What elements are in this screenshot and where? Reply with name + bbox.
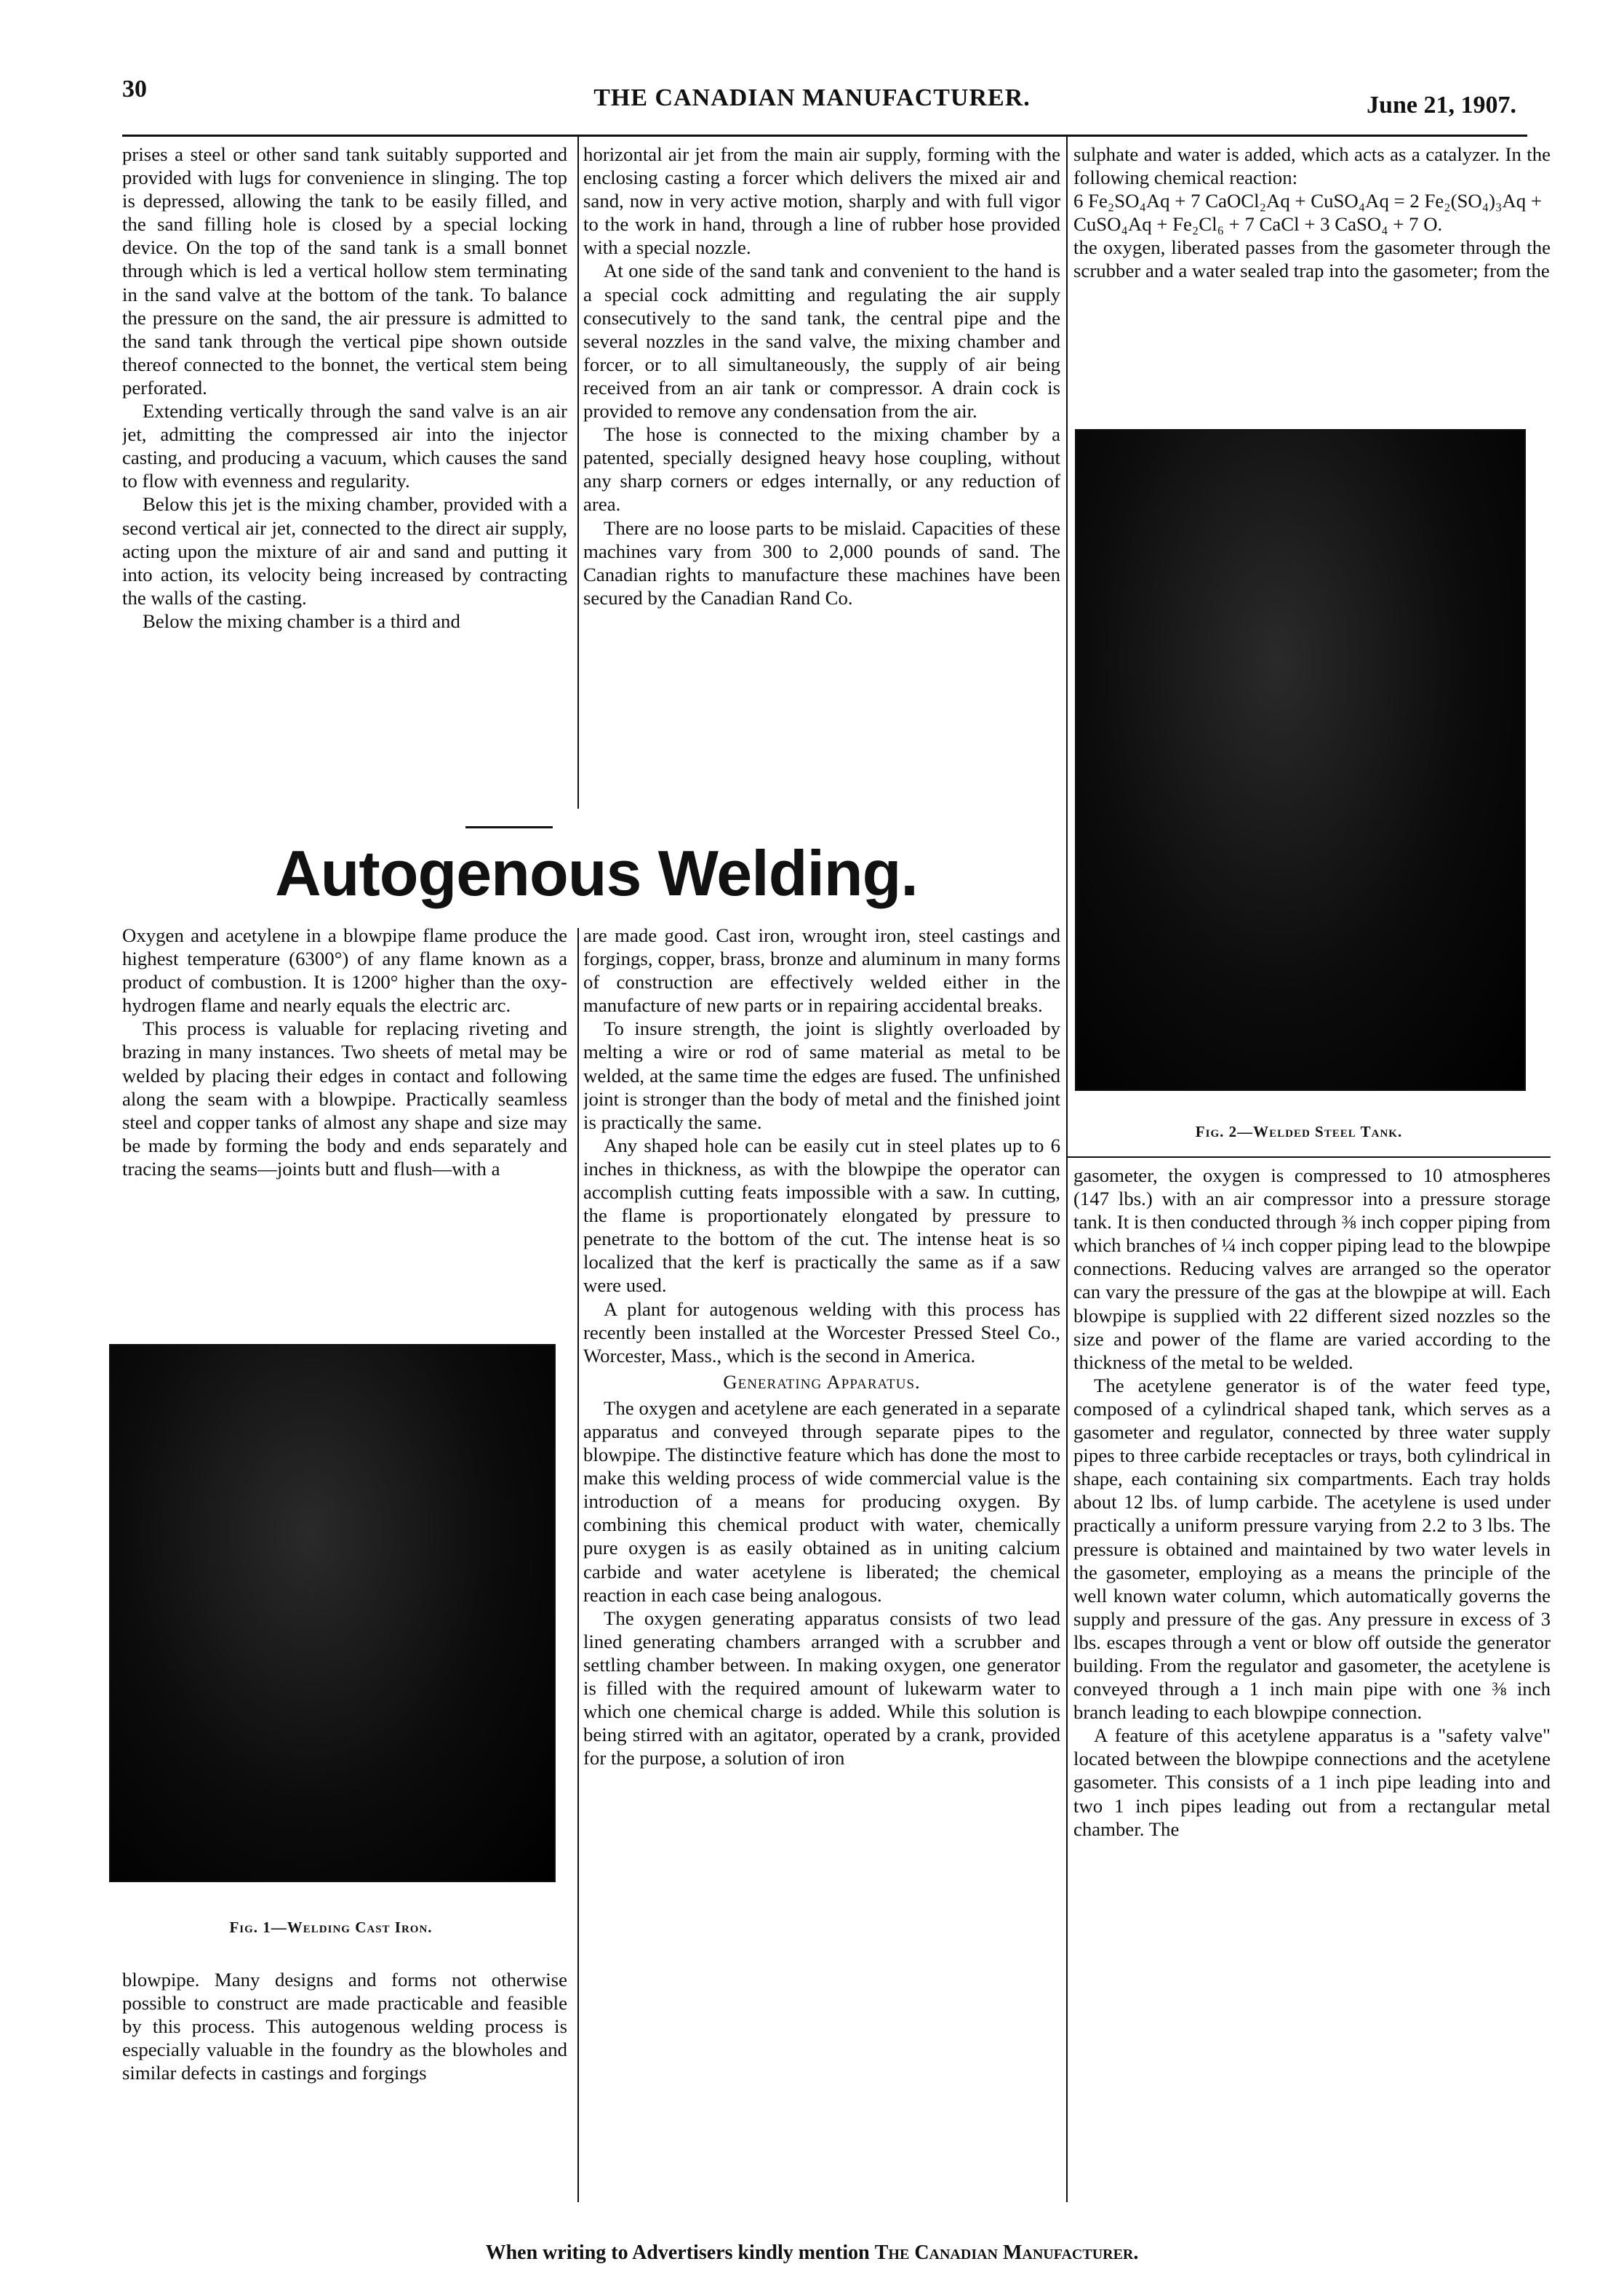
top-col2-para: The hose is connected to the mixing chamber by a patented, specially designed heavy hose coupling, without any sharp corners or edges internally, or any reduction of area.: [583, 423, 1060, 516]
page-number: 30: [122, 76, 147, 103]
top-column-2: [583, 143, 1060, 812]
issue-date: June 21, 1907.: [1367, 92, 1516, 119]
article-column-1: [122, 924, 567, 1316]
article-col2-para: To insure strength, the joint is slightly overloaded by melting a wire or rod of same material as metal to be welded, at the same time the edges are fused. The unfinished joint is stronger than the body of metal and the finished joint is practically the same.: [583, 1017, 1060, 1133]
article-column-2: [583, 924, 1060, 2215]
fig2-caption: Fig. 2—Welded Steel Tank.: [1195, 1123, 1403, 1140]
article-col1-para: This process is valuable for replacing riveting and brazing in many instances. Two sheets of metal may be welded by placing their edges in contact and following along the seam with a blowpipe. Practically seamless steel and copper tanks of almost any shape and size may be made by forming the body and ends separately and tracing the seams—joints butt and flush—with a: [122, 1017, 567, 1180]
fig2-rule: [1068, 1156, 1551, 1158]
top-col1-para: Below this jet is the mixing chamber, provided with a second vertical air jet, connected to the direct air supply, acting upon the mixture of air and sand and putting it into action, its velocity being increased by contracting the walls of the casting.: [122, 493, 567, 609]
top-col2-para: There are no loose parts to be mislaid. Capacities of these machines vary from 300 to 2,000 pounds of sand. The Canadian rights to manufacture these machines have been secured by the Canadian Rand Co.: [583, 516, 1060, 609]
header-rule: [122, 135, 1527, 137]
chemical-equation: 6 Fe₂SO₄Aq + 7 CaOCl₂Aq + CuSO₄Aq = 2 Fe₂(SO₄)₃Aq + CuSO₄Aq + Fe₂Cl₆ + 7 CaCl + 3 CaSO₄ + 7 O.: [1073, 190, 1542, 236]
right-column-lower: [1073, 1164, 1551, 2214]
article-col1-after: blowpipe. Many designs and forms not otherwise possible to construct are made practicable and feasible by this process. This autogenous welding process is especially valuable in the foundry as the blowholes and similar defects in castings and forgings: [122, 1969, 567, 2084]
top-column-1: [122, 143, 567, 812]
fig1-caption: Fig. 1—Welding Cast Iron.: [229, 1919, 433, 1936]
chem-intro: sulphate and water is added, which acts as a catalyzer. In the following chemical reaction:: [1073, 143, 1551, 189]
article-column-1-lower: [122, 1968, 567, 2215]
footer-prefix: When writing to Advertisers kindly mention: [485, 2241, 870, 2264]
right-col-para: gasometer, the oxygen is compressed to 10 atmospheres (147 lbs.) with an air compressor into a pressure storage tank. It is then conducted through ⅜ inch copper piping from which branches of ¼ inch copper piping lead to the blowpipe connections. Reducing valves are arranged so the operator can vary the pressure of the gas at the blowpipe at will. Each blowpipe is supplied with 22 different sized nozzles so the size and power of the flame are varied according to the thickness of the metal to be welded.: [1073, 1164, 1551, 1373]
title-rule: [465, 826, 553, 828]
article-col2-para: The oxygen generating apparatus consists of two lead lined generating chambers arranged with a scrubber and settling chamber between. In making oxygen, one generator is filled with the required amount of lukewarm water to which one chemical charge is added. While this solution is being stirred with an agitator, operated by a crank, provided for the purpose, a solution of iron: [583, 1607, 1060, 1769]
top-col1-para: Below the mixing chamber is a third and: [143, 609, 460, 632]
top-col1-para: Extending vertically through the sand valve is an air jet, admitting the compressed air into the injector casting, and producing a vacuum, which causes the sand to flow with evenness and regularity.: [122, 400, 567, 492]
top-col1-para: prises a steel or other sand tank suitably supported and provided with lugs for convenience in slinging. The top is depressed, allowing the tank to be easily filled, and the sand filling hole is closed by a special locking device. On the top of the sand tank is a small bonnet through which is led a vertical hollow stem terminating in the sand valve at the bottom of the tank. To balance the pressure on the sand, the air pressure is admitted to the sand tank through the vertical pipe shown outside thereof connected to the bonnet, the vertical stem being perforated.: [122, 143, 567, 399]
chem-after: the oxygen, liberated passes from the gasometer through the scrubber and a water sealed trap into the gasometer; from the: [1073, 236, 1551, 282]
article-col2-para: The oxygen and acetylene are each generated in a separate apparatus and conveyed through separate pipes to the blowpipe. The distinctive feature which has done the most to make this welding process of wide commercial value is the introduction of a means for producing oxygen. By combining this chemical product with water, chemically pure oxygen is as easily obtained as in uniting calcium carbide and water acetylene is liberated; the chemical reaction in each case being analogous.: [583, 1396, 1060, 1606]
right-col-para: The acetylene generator is of the water feed type, composed of a cylindrical shaped tank, which serves as a gasometer and regulator, connected by three water supply pipes to three carbide receptacles or trays, both cylindrical in shape, each containing six compartments. Each tray holds about 12 lbs. of lump carbide. The acetylene is used under practically a uniform pressure varying from 2.2 to 3 lbs. The pressure is obtained and maintained by two water levels in the gasometer, employing as a means the principle of the well known water column, which automatically governs the supply and pressure of the gas. Any pressure in excess of 3 lbs. escapes through a vent or blow off outside the generator building. From the regulator and gasometer, the acetylene is conveyed through a 1 inch main pipe with one ⅜ inch branch leading to each blowpipe connection.: [1073, 1374, 1551, 1724]
article-title: Autogenous Welding.: [275, 837, 918, 909]
top-col2-para: At one side of the sand tank and convenient to the hand is a special cock admitting and regulating the air supply consecutively to the sand tank, the central pipe and the several nozzles in the sand valve, the mixing chamber and forcer, or to all simultaneously, the supply of air being received from an air tank or compressor. A drain cock is provided to remove any condensation from the air.: [583, 260, 1060, 423]
welding-cast-iron-photo: [109, 1344, 556, 1882]
footer-magazine: The Canadian Manufacturer.: [874, 2241, 1139, 2264]
footer-notice: [0, 2241, 1624, 2265]
article-col1-para: Oxygen and acetylene in a blowpipe flame produce the highest temperature (6300°) of any flame known as a product of combustion. It is 1200° higher than the oxy-hydrogen flame and nearly equals the electric arc.: [122, 924, 567, 1017]
journal-title: THE CANADIAN MANUFACTURER.: [593, 84, 1031, 111]
welded-steel-tank-photo: [1075, 429, 1526, 1091]
article-col2-para: Any shaped hole can be easily cut in steel plates up to 6 inches in thickness, as with the blowpipe the operator can accomplish cutting feats impossible with a saw. In cutting, the flame is proportionately elongated by pressure to penetrate to the bottom of the cut. The intense heat is so localized that the kerf is practically the same as if a saw were used.: [583, 1134, 1060, 1297]
top-col2-para: horizontal air jet from the main air supply, forming with the enclosing casting a forcer which delivers the mixed air and sand, now in very active motion, sharply and with full vigor to the work in hand, through a line of rubber hose provided with a special nozzle.: [583, 143, 1060, 259]
right-column-upper: [1073, 143, 1551, 404]
right-col-para: A feature of this acetylene apparatus is a "safety valve" located between the blowpipe connections and the acetylene gasometer. This consists of a 1 inch pipe leading into and two 1 inch pipes leading out from a rectangular metal chamber. The: [1073, 1724, 1551, 1840]
article-col2-para: are made good. Cast iron, wrought iron, steel castings and forgings, copper, brass, bronze and aluminum in many forms of construction are effectively welded either in the manufacture of new parts or in repairing accidental breaks.: [583, 924, 1060, 1017]
column-divider: [577, 928, 579, 2202]
column-divider: [577, 137, 579, 809]
article-col2-para: A plant for autogenous welding with this process has recently been installed at the Worcester Pressed Steel Co., Worcester, Mass., which is the second in America.: [583, 1297, 1060, 1367]
column-divider: [1066, 137, 1068, 2202]
section-subhead: Generating Apparatus.: [723, 1370, 921, 1393]
